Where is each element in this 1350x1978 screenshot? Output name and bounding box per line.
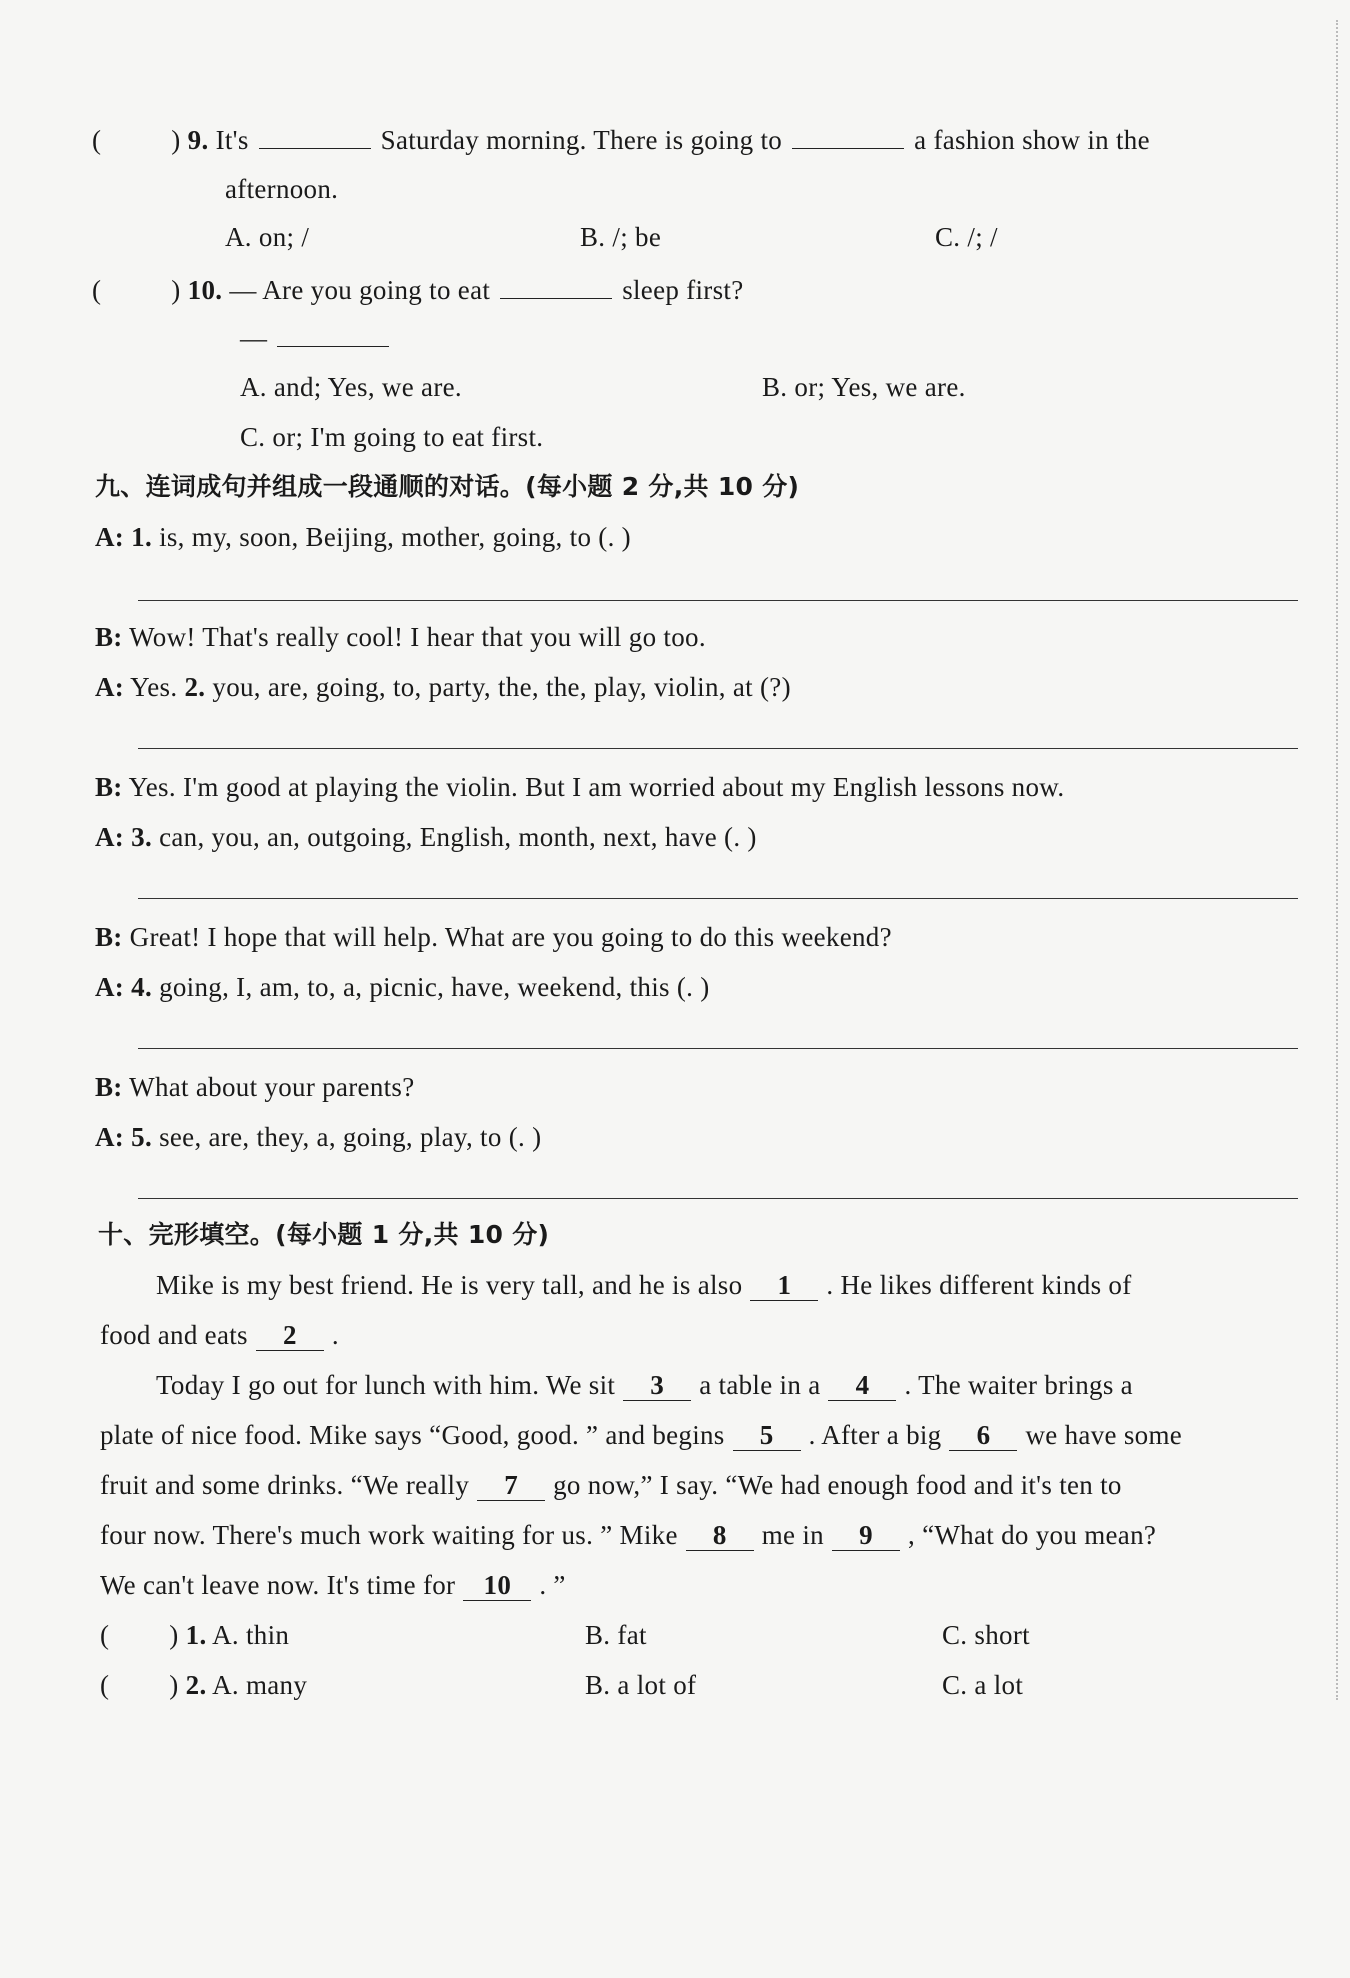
- dialog-line: A: 1. is, my, soon, Beijing, mother, going, to (. ): [95, 522, 631, 552]
- dialog-line: B: Yes. I'm good at playing the violin. But I am worried about my English lessons now.: [95, 772, 1065, 802]
- passage-line: plate of nice food. Mike says “Good, good. ” and begins 5 . After a big 6 we have some: [100, 1420, 1183, 1450]
- cloze-blank[interactable]: 7: [477, 1470, 545, 1501]
- cloze-blank[interactable]: 5: [733, 1420, 801, 1451]
- answer-line[interactable]: [138, 600, 1298, 601]
- reply-line: —: [240, 320, 399, 355]
- answer-line[interactable]: [138, 1198, 1298, 1199]
- answer-line[interactable]: [138, 898, 1298, 899]
- dialog-line: B: Wow! That's really cool! I hear that you will go too.: [95, 622, 706, 652]
- question-9: ( ) 9. It's Saturday morning. There is going to a fashion show in the: [92, 122, 1150, 157]
- section-9-title: 九、连词成句并组成一段通顺的对话。(每小题 2 分,共 10 分): [95, 472, 800, 501]
- answer-line[interactable]: [138, 1048, 1298, 1049]
- option-b: B. a lot of: [585, 1670, 697, 1700]
- option-c: C. /; /: [935, 222, 998, 252]
- dialog-line: A: Yes. 2. you, are, going, to, party, the, the, play, violin, at (?): [95, 672, 791, 702]
- answer-blank[interactable]: [277, 320, 389, 347]
- passage-line: Today I go out for lunch with him. We sit 3 a table in a 4 . The waiter brings a: [156, 1370, 1133, 1400]
- question-10: ( ) 10. — Are you going to eat sleep first?: [92, 272, 744, 307]
- cloze-blank[interactable]: 3: [623, 1370, 691, 1401]
- section-10-title: 十、完形填空。(每小题 1 分,共 10 分): [98, 1220, 550, 1249]
- cloze-blank[interactable]: 2: [256, 1320, 324, 1351]
- option-b: B. fat: [585, 1620, 647, 1650]
- cloze-question-2: ( ) 2. A. many: [100, 1670, 308, 1700]
- cloze-blank[interactable]: 1: [750, 1270, 818, 1301]
- option-a: A. on; /: [225, 222, 310, 252]
- question-number: 9.: [187, 125, 209, 155]
- cloze-blank[interactable]: 10: [463, 1570, 531, 1601]
- option-a: A. and; Yes, we are.: [240, 372, 462, 402]
- dialog-line: A: 5. see, are, they, a, going, play, to (. ): [95, 1122, 542, 1152]
- passage-line: four now. There's much work waiting for us. ” Mike 8 me in 9 , “What do you mean?: [100, 1520, 1157, 1550]
- dialog-line: B: Great! I hope that will help. What are you going to do this weekend?: [95, 922, 892, 952]
- question-9-cont: afternoon.: [225, 174, 339, 204]
- dialog-line: B: What about your parents?: [95, 1072, 415, 1102]
- answer-blank[interactable]: [500, 272, 612, 299]
- option-c: C. a lot: [942, 1670, 1024, 1700]
- option-c: C. short: [942, 1620, 1030, 1650]
- answer-blank[interactable]: [792, 122, 904, 149]
- option-b: B. /; be: [580, 222, 662, 252]
- option-b: B. or; Yes, we are.: [762, 372, 966, 402]
- answer-line[interactable]: [138, 748, 1298, 749]
- passage-line: fruit and some drinks. “We really 7 go now,” I say. “We had enough food and it's ten to: [100, 1470, 1122, 1500]
- cloze-blank[interactable]: 4: [828, 1370, 896, 1401]
- dialog-line: A: 3. can, you, an, outgoing, English, month, next, have (. ): [95, 822, 757, 852]
- passage-line: Mike is my best friend. He is very tall, and he is also 1 . He likes different kinds of: [156, 1270, 1132, 1300]
- answer-blank[interactable]: [259, 122, 371, 149]
- cloze-blank[interactable]: 9: [832, 1520, 900, 1551]
- option-c: C. or; I'm going to eat first.: [240, 422, 544, 452]
- passage-line: food and eats 2 .: [100, 1320, 339, 1350]
- cloze-blank[interactable]: 8: [686, 1520, 754, 1551]
- page-edge: [1334, 20, 1338, 1700]
- dialog-line: A: 4. going, I, am, to, a, picnic, have, weekend, this (. ): [95, 972, 710, 1002]
- question-number: 10.: [187, 275, 223, 305]
- cloze-blank[interactable]: 6: [949, 1420, 1017, 1451]
- cloze-question-1: ( ) 1. A. thin: [100, 1620, 290, 1650]
- passage-line: We can't leave now. It's time for 10 . ”: [100, 1570, 566, 1600]
